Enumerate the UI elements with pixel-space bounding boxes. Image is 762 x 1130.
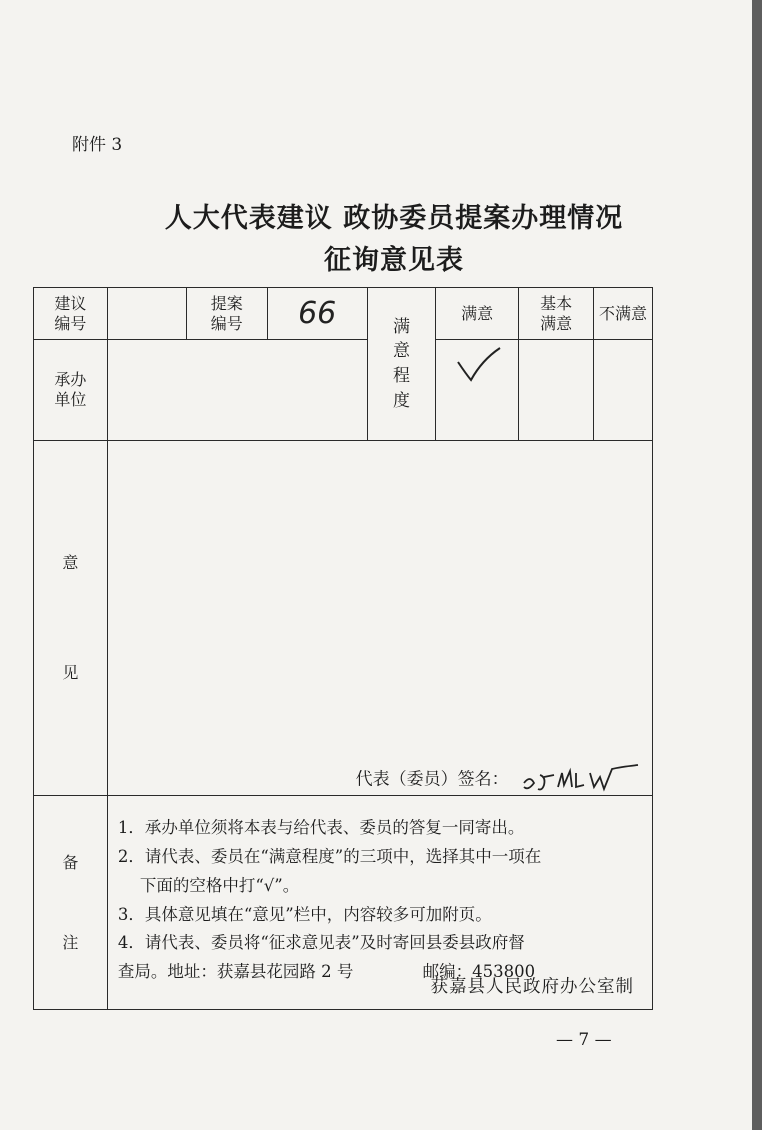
postal-code: 邮编：453800: [422, 962, 536, 982]
note-3: 3．具体意见填在“意见”栏中，内容较多可加附页。: [117, 904, 492, 924]
note-2: 2．请代表、委员在“满意程度”的三项中，选择其中一项在: [117, 846, 542, 866]
suggestion-no-label: 建议编号: [34, 288, 108, 340]
opinion-area: [107, 441, 652, 796]
handwritten-signature: [518, 763, 642, 797]
page-number: — 7 —: [556, 1030, 612, 1050]
option-basically-satisfied: 基本满意: [519, 288, 594, 340]
note-1: 1．承办单位须将本表与给代表、委员的答复一同寄出。: [117, 817, 525, 837]
signature-label: 代表（委员）签名：: [355, 769, 509, 790]
selected-satisfied-check: [436, 340, 519, 441]
signature-line: [356, 763, 642, 797]
suggestion-no-value: [107, 288, 186, 340]
note-4-cont: 查局。地址：获嘉县花园路 2 号 邮编：453800: [117, 962, 536, 982]
handler-unit-label: 承办单位: [34, 340, 108, 441]
proposal-no-value: 66: [267, 288, 367, 340]
not-satisfied-blank: [594, 340, 653, 441]
proposal-no-label: 提案编号: [186, 288, 267, 340]
basically-satisfied-blank: [519, 340, 594, 441]
note-4: 4．请代表、委员将“征求意见表”及时寄回县委县政府督: [117, 933, 525, 953]
note-2-cont: 下面的空格中打“√”。: [139, 875, 300, 895]
opinion-form-table: [33, 287, 653, 1010]
checkmark-icon: [454, 344, 504, 386]
attachment-label: 附件 3: [72, 135, 123, 155]
notes-label: 备 注: [34, 796, 108, 1010]
option-satisfied: 满意: [436, 288, 519, 340]
title-line-1: 人大代表建议 政协委员提案办理情况: [164, 203, 624, 234]
opinion-label: 意 见: [34, 441, 108, 796]
satisfaction-label: 满意程度: [367, 288, 435, 441]
handler-unit-value: [107, 340, 367, 441]
issuing-office: 获嘉县人民政府办公室制: [430, 977, 634, 997]
title-line-2: 征询意见表: [324, 245, 464, 276]
option-not-satisfied: 不满意: [594, 288, 653, 340]
